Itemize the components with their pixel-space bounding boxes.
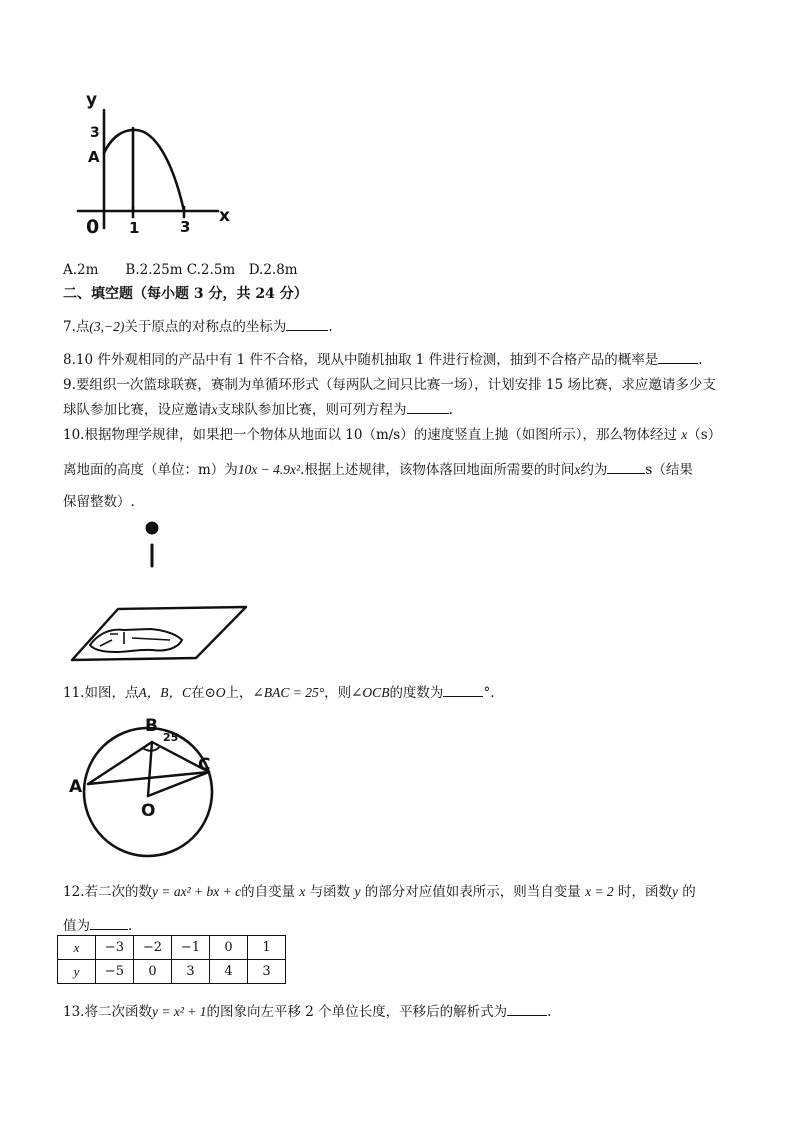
q11-mid: 在 <box>190 685 205 701</box>
question-9-line-1: 9.要组织一次篮球联赛，赛制为单循环形式（每两队之间只比赛一场），计划安排 15 场比赛，求应邀请多少支 <box>63 377 716 393</box>
q10-height-expression: 10x − 4.9x² <box>237 462 301 477</box>
options-line: A.2m B.2.25m C.2.5m D.2.8m <box>63 262 298 278</box>
table-cell: −5 <box>96 960 134 984</box>
q12-line2: 值为 <box>63 918 90 934</box>
question-13 <box>63 1000 551 1020</box>
q11-mid2: 上， <box>225 685 253 701</box>
q12-function-expression: y = ax² + bx + c <box>151 884 242 899</box>
q11-points: A，B，C <box>138 685 191 700</box>
q12-line1-e: 时，函数 <box>617 884 672 900</box>
graph-x-tick-1: 1 <box>129 219 140 237</box>
q12-line1-d: 的部分对应值如表所示，则当自变量 <box>364 884 581 900</box>
table-cell: 3 <box>248 960 286 984</box>
graph-y-tick-3: 3 <box>90 125 100 141</box>
q12-answer-blank[interactable] <box>90 917 128 930</box>
q12-line1-b: 的自变量 <box>241 884 296 900</box>
q7-prefix: 7.点 <box>63 319 90 335</box>
q11-prefix: 11.如图，点 <box>63 685 139 701</box>
label-angle-mark: 25 <box>163 731 179 744</box>
table-row <box>58 936 286 960</box>
q9-line2-b: 支球队参加比赛，则可列方程为 <box>217 402 407 418</box>
q8-end: . <box>698 352 703 368</box>
value-table <box>57 935 286 984</box>
q12-end: . <box>128 918 133 934</box>
table-cell: −3 <box>96 936 134 960</box>
q12-condition: x = 2 <box>585 884 614 899</box>
q7-end: . <box>328 319 333 335</box>
table-cell: 1 <box>248 936 286 960</box>
q13-suffix: 的图象向左平移 2 个单位长度，平移后的解析式为 <box>206 1004 508 1020</box>
question-12-line-2 <box>63 914 132 934</box>
q10-line2-d: s（结果 <box>645 462 693 478</box>
q10-var-x-2: x <box>574 462 581 477</box>
question-12-line-1 <box>63 880 696 900</box>
graph-y-tick-a: A <box>88 148 100 166</box>
question-10-line-3: 保留整数）. <box>63 494 135 510</box>
q11-end: °. <box>483 685 495 701</box>
q12-line1-c: 与函数 <box>309 884 351 900</box>
q11-mid3: ，则 <box>324 685 352 701</box>
q11-angle-ocb: ∠OCB <box>351 685 390 700</box>
table-cell: x <box>58 936 96 960</box>
table-row <box>58 960 286 984</box>
q10-line2-b: .根据上述规律，该物体落回地面所需要的时间 <box>300 462 575 478</box>
graph-origin-label: 0 <box>86 216 100 238</box>
graph-x-label: x <box>219 206 230 226</box>
q13-prefix: 13.将二次函数 <box>63 1004 152 1020</box>
table-cell: −1 <box>172 936 210 960</box>
q10-line2-c: 约为 <box>580 462 608 478</box>
table-cell: −2 <box>134 936 172 960</box>
q12-line1-a: 12.若二次的数 <box>63 884 152 900</box>
q12-var-x: x <box>299 884 306 899</box>
q11-angle-bac: ∠BAC = 25° <box>252 685 325 700</box>
q10-line1-b: （s） <box>687 427 722 443</box>
q12-line1-f: 的 <box>682 884 696 900</box>
table-cell: 3 <box>172 960 210 984</box>
table-cell: 0 <box>134 960 172 984</box>
q10-line1-a: 10.根据物理学规律，如果把一个物体从地面以 10（m/s）的速度竖直上抛（如图所示），那么物体经过 <box>63 427 677 443</box>
label-c: C <box>198 755 211 775</box>
q10-line2-a: 离地面的高度（单位：m）为 <box>63 462 238 478</box>
q11-suffix: 的度数为 <box>389 685 444 701</box>
q9-end: . <box>448 402 453 418</box>
q7-suffix: 关于原点的对称点的坐标为 <box>124 319 287 335</box>
q10-var-x: x <box>681 427 688 442</box>
q13-answer-blank[interactable] <box>507 1003 547 1016</box>
label-a: A <box>69 777 83 797</box>
q7-point: (3,−2) <box>89 319 125 334</box>
table-cell: 0 <box>210 936 248 960</box>
q12-var-y-2: y <box>671 884 678 899</box>
q13-end: . <box>547 1004 552 1020</box>
q11-circle: ⊙O <box>204 685 226 700</box>
label-o: O <box>141 801 156 821</box>
q9-line2-a: 球队参加比赛，设应邀请 <box>63 402 212 418</box>
q8-text: 8.10 件外观相同的产品中有 1 件不合格，现从中随机抽取 1 件进行检测，抽到不合格产品的概率是 <box>63 352 659 368</box>
table-cell: 4 <box>210 960 248 984</box>
q12-var-y: y <box>354 884 361 899</box>
q9-var-x: x <box>211 402 218 417</box>
q13-function-expression: y = x² + 1 <box>151 1004 207 1019</box>
graph-x-tick-3: 3 <box>180 218 191 236</box>
section-heading: 二、填空题（每小题 3 分，共 24 分） <box>63 286 308 302</box>
graph-y-label: y <box>86 90 98 110</box>
table-cell: y <box>58 960 96 984</box>
label-b: B <box>145 716 158 736</box>
